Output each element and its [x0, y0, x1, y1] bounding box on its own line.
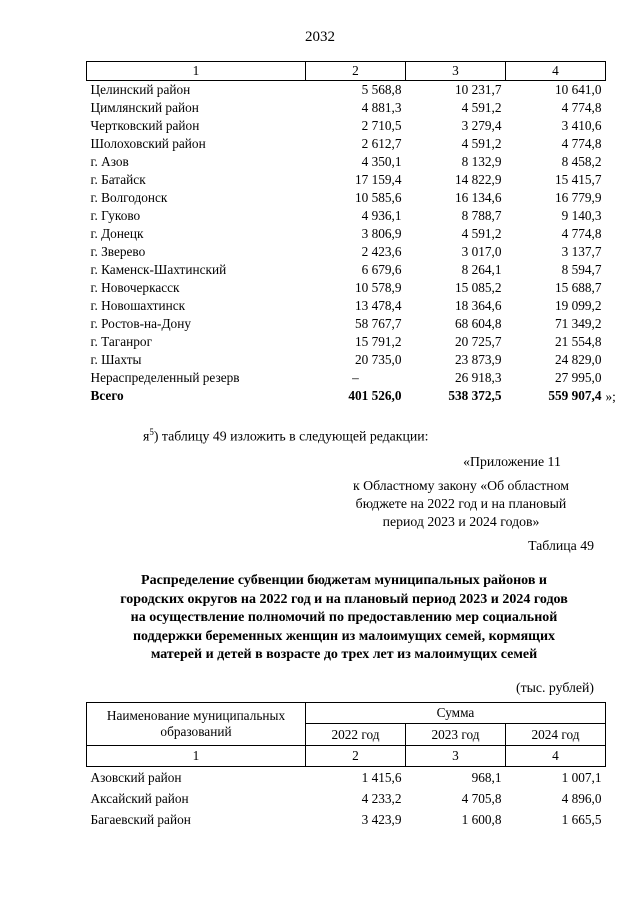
municipality-name: г. Таганрог [90, 334, 153, 349]
table-row [87, 315, 606, 333]
value-2022: 20 735,0 [354, 352, 402, 367]
table-row [87, 171, 606, 189]
column-index: 1 [87, 62, 306, 81]
municipality-name: г. Ростов-на-Дону [90, 316, 191, 331]
value-2024: 4 774,8 [561, 226, 602, 241]
value-2023: 68 604,8 [454, 316, 502, 331]
table-row [87, 243, 606, 261]
table-row [87, 351, 606, 369]
column-index: 3 [406, 62, 506, 81]
value-2023: 3 017,0 [461, 244, 502, 259]
table-label: Таблица 49 [528, 538, 594, 553]
value-2024: 16 779,9 [554, 190, 602, 205]
value-2024: 1 007,1 [561, 770, 602, 785]
value-2023: 4 591,2 [461, 226, 502, 241]
table-row [87, 81, 606, 100]
table-row [87, 261, 606, 279]
appendix-number: «Приложение 11 [463, 454, 561, 469]
value-2022: 13 478,4 [354, 298, 402, 313]
municipality-name: г. Батайск [90, 172, 146, 187]
value-2024: 8 594,7 [561, 262, 602, 277]
value-2024: 4 774,8 [561, 100, 602, 115]
value-2023: 3 279,4 [461, 118, 502, 133]
municipality-name: Целинский район [90, 82, 191, 97]
closing-quote: »; [605, 389, 616, 404]
table-row [87, 369, 606, 387]
value-2022: 4 350,1 [361, 154, 402, 169]
value-2022: 4 881,3 [361, 100, 402, 115]
subsidy-table-49 [86, 702, 606, 830]
table-row [87, 207, 606, 225]
value-2024: 15 688,7 [554, 280, 602, 295]
table-row [87, 279, 606, 297]
total-row [87, 387, 606, 405]
table-row [87, 99, 606, 117]
value-2024: 19 099,2 [554, 298, 602, 313]
table-row [87, 297, 606, 315]
value-2022: 4 233,2 [361, 791, 402, 806]
total-v2023: 538 372,5 [448, 388, 502, 403]
municipality-name: г. Гуково [90, 208, 141, 223]
value-2022: 3 423,9 [361, 812, 402, 827]
table-row [87, 225, 606, 243]
value-2023: 4 591,2 [461, 100, 502, 115]
column-index: 1 [87, 746, 306, 767]
table-heading: Распределение субвенции бюджетам муниципальных районов и городских округов на 2022 год и на плановый период 2023 и 2024 годов на осуществление полномочий по предоставлению мер социальной поддержки беременных женщин из малоимущих семей, кормящих матерей и детей в возрасте до трех лет из малоимущих семей [120, 573, 568, 662]
value-2024: 4 896,0 [561, 791, 602, 806]
municipality-name: Азовский район [90, 770, 182, 785]
value-2023: 1 600,8 [461, 812, 502, 827]
value-2023: 23 873,9 [454, 352, 502, 367]
value-2022: 1 415,6 [361, 770, 402, 785]
subsidy-table-continued [86, 61, 616, 405]
year-header: 2024 год [506, 724, 606, 746]
value-2024: 9 140,3 [561, 208, 602, 223]
value-2023: 4 591,2 [461, 136, 502, 151]
value-2023: 8 264,1 [461, 262, 502, 277]
value-2023: 26 918,3 [454, 370, 502, 385]
value-2024: 10 641,0 [554, 82, 602, 97]
value-2022: 10 585,6 [354, 190, 402, 205]
municipality-name: г. Волгодонск [90, 190, 168, 205]
page-number: 2032 [305, 29, 335, 45]
column-index-row [87, 746, 606, 767]
value-2024: 21 554,8 [554, 334, 602, 349]
value-2022: – [352, 370, 359, 385]
value-2023: 16 134,6 [454, 190, 502, 205]
column-index: 2 [306, 62, 406, 81]
table-row [87, 117, 606, 135]
value-2024: 15 415,7 [554, 172, 602, 187]
value-2024: 27 995,0 [554, 370, 602, 385]
appendix-reference: к Областному закону «Об областном бюджете на 2022 год и на плановый период 2023 и 2024 годов» [352, 478, 570, 529]
municipality-name: Багаевский район [90, 812, 191, 827]
value-2024: 71 349,2 [554, 316, 602, 331]
table-row [87, 809, 606, 830]
sum-header: Сумма [306, 703, 606, 724]
value-2023: 8 132,9 [461, 154, 502, 169]
municipality-name: г. Новочеркасск [90, 280, 180, 295]
municipality-name: Нераспределенный резерв [90, 370, 240, 385]
table-row [87, 189, 606, 207]
value-2022: 2 423,6 [361, 244, 402, 259]
municipality-name: Шолоховский район [90, 136, 206, 151]
value-2022: 58 767,7 [354, 316, 402, 331]
value-2022: 10 578,9 [354, 280, 402, 295]
value-2024: 3 137,7 [561, 244, 602, 259]
column-index-row [87, 62, 606, 81]
municipality-header: Наименование муниципальных образований [87, 703, 306, 746]
instruction-text: $я^5$) таблицу 49 изложить в следующей редакции: [143, 427, 429, 444]
municipality-name: г. Новошахтинск [90, 298, 186, 313]
total-label: Всего [90, 388, 124, 403]
column-index: 3 [406, 746, 506, 767]
column-index: 4 [506, 746, 606, 767]
value-2024: 3 410,6 [561, 118, 602, 133]
value-2024: 1 665,5 [561, 812, 602, 827]
municipality-name: Цимлянский район [90, 100, 199, 115]
value-2022: 17 159,4 [354, 172, 402, 187]
municipality-name: Чертковский район [90, 118, 200, 133]
value-2023: 968,1 [471, 770, 502, 785]
municipality-name: г. Зверево [90, 244, 146, 259]
units-label: (тыс. рублей) [515, 680, 594, 695]
column-index: 4 [506, 62, 606, 81]
value-2023: 10 231,7 [454, 82, 502, 97]
table-row [87, 333, 606, 351]
value-2023: 4 705,8 [461, 791, 502, 806]
table-row [87, 135, 606, 153]
value-2023: 15 085,2 [454, 280, 502, 295]
table-row [87, 788, 606, 809]
value-2022: 2 612,7 [361, 136, 402, 151]
municipality-name: г. Каменск-Шахтинский [90, 262, 227, 277]
year-header: 2022 год [306, 724, 406, 746]
municipality-name: г. Шахты [90, 352, 142, 367]
table-row [87, 153, 606, 171]
value-2022: 2 710,5 [361, 118, 402, 133]
total-v2022: 401 526,0 [348, 388, 402, 403]
value-2023: 20 725,7 [454, 334, 502, 349]
value-2023: 18 364,6 [454, 298, 502, 313]
value-2022: 15 791,2 [354, 334, 402, 349]
total-v2024: 559 907,4 »; [548, 388, 616, 404]
value-2022: 4 936,1 [361, 208, 402, 223]
value-2023: 8 788,7 [461, 208, 502, 223]
value-2022: 3 806,9 [361, 226, 402, 241]
value-2022: 5 568,8 [361, 82, 402, 97]
value-2024: 4 774,8 [561, 136, 602, 151]
value-2023: 14 822,9 [454, 172, 502, 187]
municipality-name: Аксайский район [90, 791, 189, 806]
value-2024: 8 458,2 [561, 154, 602, 169]
municipality-name: г. Азов [90, 154, 129, 169]
value-2022: 6 679,6 [361, 262, 402, 277]
column-index: 2 [306, 746, 406, 767]
year-header: 2023 год [406, 724, 506, 746]
table-row [87, 767, 606, 789]
municipality-name: г. Донецк [90, 226, 144, 241]
value-2024: 24 829,0 [554, 352, 602, 367]
